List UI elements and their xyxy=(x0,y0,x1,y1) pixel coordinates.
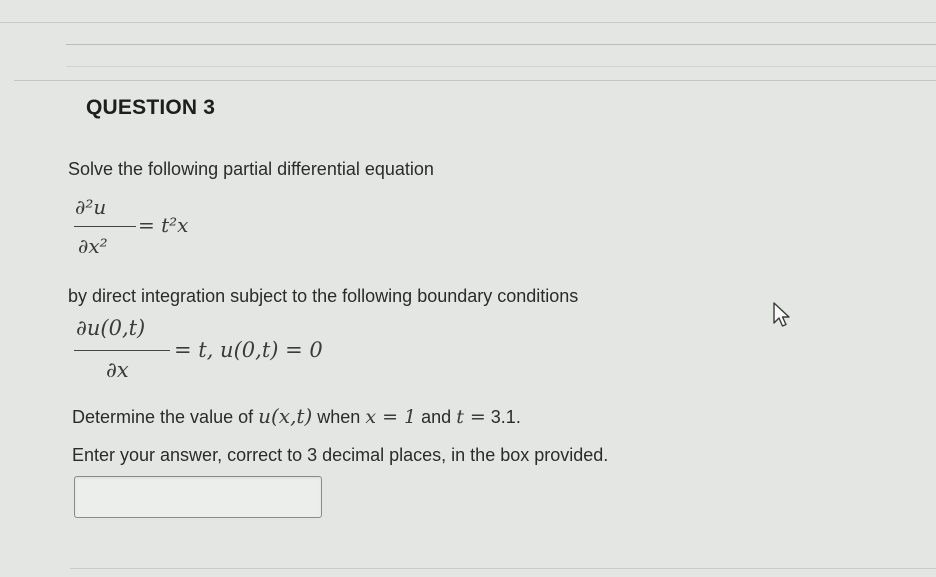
determine-and: and xyxy=(416,407,457,427)
page-rule-2 xyxy=(66,66,936,67)
pde-numerator: ∂²u xyxy=(75,195,107,219)
boundary-rhs: = t, u(0,t) = 0 xyxy=(174,338,323,362)
boundary-numerator: ∂u(0,t) xyxy=(76,316,146,340)
pde-denominator: ∂x² xyxy=(78,234,108,258)
determine-when: when xyxy=(312,407,366,427)
pde-rhs: = t²x xyxy=(138,213,189,237)
determine-prefix: Determine the value of xyxy=(72,407,259,427)
pde-fraction-bar xyxy=(74,226,136,227)
determine-x-condition: x = 1 xyxy=(365,406,417,428)
page-rule-3 xyxy=(14,80,936,81)
mouse-pointer-icon xyxy=(772,302,792,328)
determine-t-condition: t = xyxy=(456,406,486,428)
page-rule-1 xyxy=(66,44,936,45)
page-rule-top xyxy=(0,22,936,23)
determine-function: u(x,t) xyxy=(258,404,313,428)
question-title: QUESTION 3 xyxy=(86,96,216,119)
boundary-denominator: ∂x xyxy=(106,358,129,382)
answer-input[interactable] xyxy=(74,476,322,518)
determine-t-value: 3.1. xyxy=(485,407,521,427)
page-rule-bottom xyxy=(70,568,936,569)
boundary-condition-text: by direct integration subject to the following boundary conditions xyxy=(68,286,579,306)
answer-instruction: Enter your answer, correct to 3 decimal places, in the box provided. xyxy=(72,445,609,465)
determine-line xyxy=(72,404,521,428)
boundary-fraction-bar xyxy=(74,350,170,351)
question-intro: Solve the following partial differential equation xyxy=(68,159,434,179)
